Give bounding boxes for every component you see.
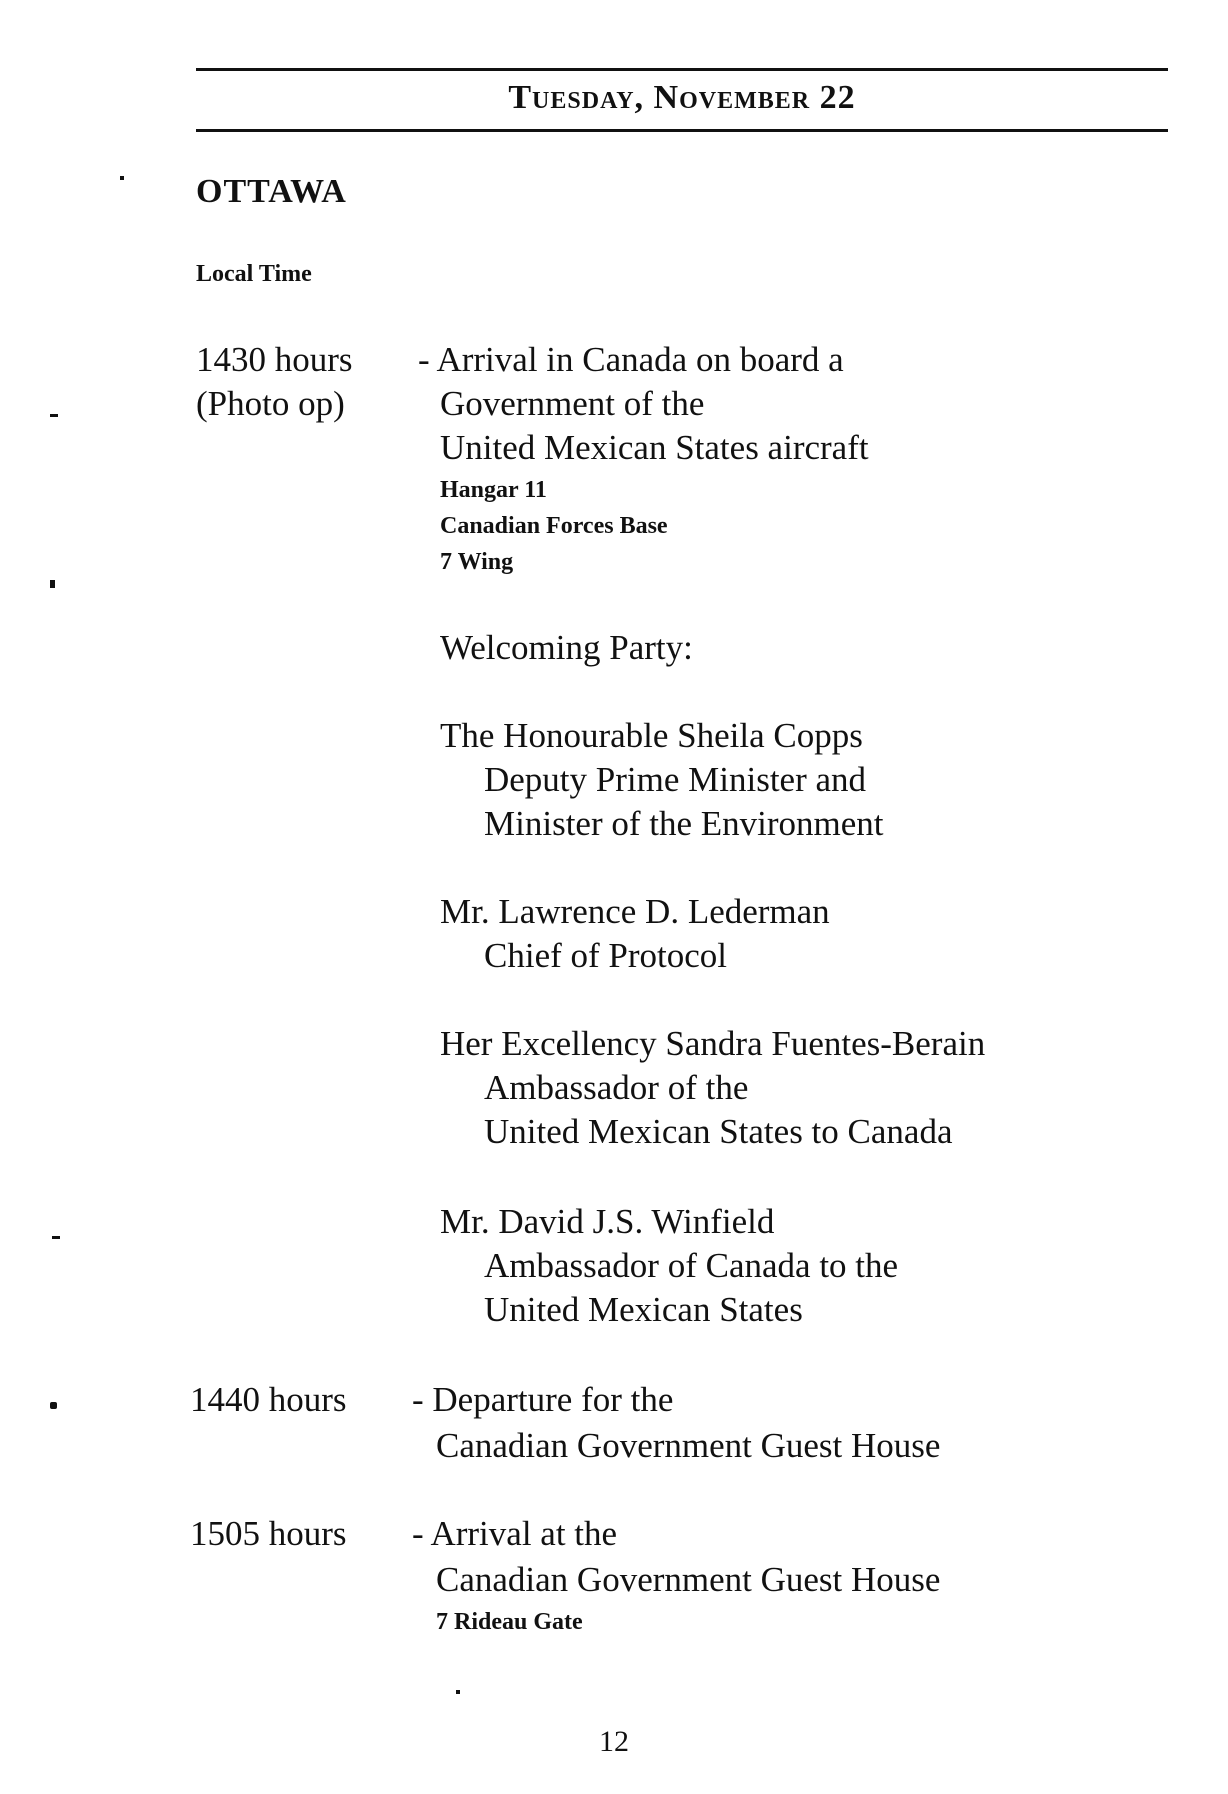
member-name: Mr. David J.S. Winfield <box>440 1202 775 1241</box>
member-title: Ambassador of Canada to the <box>484 1246 899 1285</box>
welcoming-party-label: Welcoming Party: <box>440 628 693 667</box>
member-name: The Honourable Sheila Copps <box>440 716 863 755</box>
entry-location-detail: 7 Rideau Gate <box>436 1609 583 1635</box>
member-title: United Mexican States to Canada <box>484 1112 953 1151</box>
entry-note: (Photo op) <box>196 384 345 423</box>
entry-description-line: Canadian Government Guest House <box>436 1560 941 1599</box>
header-rule-top <box>196 68 1168 71</box>
entry-time: 1440 hours <box>190 1380 347 1419</box>
member-title: Deputy Prime Minister and <box>484 760 867 799</box>
scan-speck <box>50 414 58 417</box>
member-title: Minister of the Environment <box>484 804 884 843</box>
scan-speck <box>456 1690 460 1694</box>
entry-location-detail: 7 Wing <box>440 549 514 575</box>
entry-description-line: - Arrival in Canada on board a <box>418 340 844 379</box>
local-time-label: Local Time <box>196 261 312 287</box>
entry-description-line: Canadian Government Guest House <box>436 1426 941 1465</box>
day-heading: Tuesday, November 22 <box>508 79 856 116</box>
entry-location-detail: Canadian Forces Base <box>440 513 668 539</box>
member-title: Ambassador of the <box>484 1068 749 1107</box>
entry-description-line: - Arrival at the <box>412 1514 618 1553</box>
entry-description-line: - Departure for the <box>412 1380 674 1419</box>
page-number: 12 <box>599 1725 629 1758</box>
member-title: United Mexican States <box>484 1290 803 1329</box>
scan-speck <box>50 580 55 588</box>
entry-time: 1430 hours <box>196 340 353 379</box>
member-title: Chief of Protocol <box>484 936 728 975</box>
header-rule-bottom <box>196 129 1168 132</box>
scan-speck <box>50 1402 57 1409</box>
scan-speck <box>120 176 124 180</box>
member-name: Her Excellency Sandra Fuentes-Berain <box>440 1024 986 1063</box>
city-heading: OTTAWA <box>196 173 347 210</box>
entry-location-detail: Hangar 11 <box>440 477 547 503</box>
entry-description-line: United Mexican States aircraft <box>440 428 869 467</box>
member-name: Mr. Lawrence D. Lederman <box>440 892 830 931</box>
scan-speck <box>52 1236 60 1239</box>
entry-description-line: Government of the <box>440 384 705 423</box>
entry-time: 1505 hours <box>190 1514 347 1553</box>
